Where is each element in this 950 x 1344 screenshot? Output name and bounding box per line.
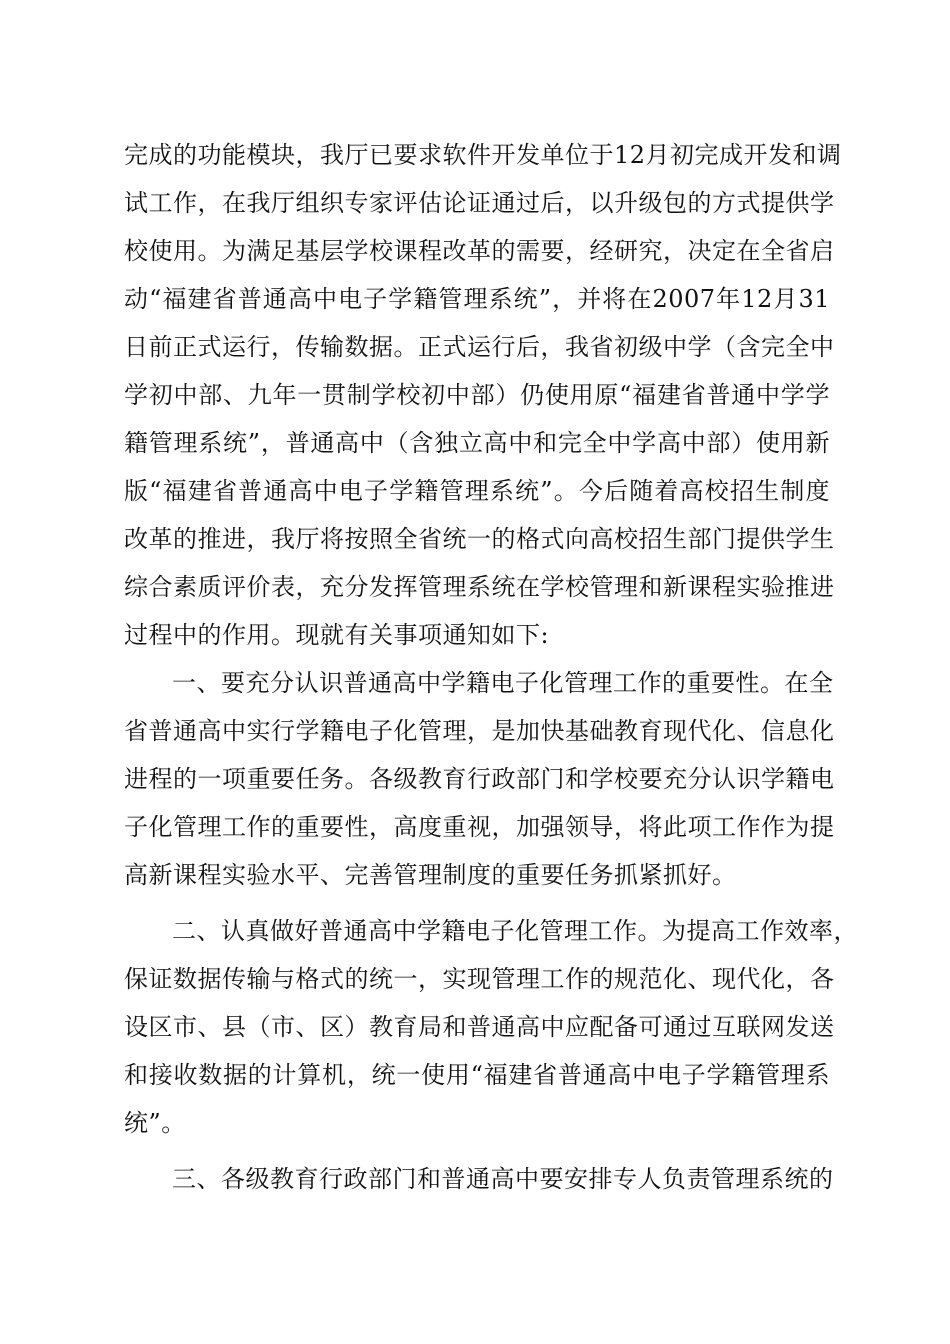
text-line: 版“福建省普通高中电子学籍管理系统”。今后随着高校招生制度 xyxy=(124,477,830,505)
text-line: 综合素质评价表，充分发挥管理系统在学校管理和新课程实验推进 xyxy=(124,573,835,601)
text-line: 保证数据传输与格式的统一，实现管理工作的规范化、现代化，各 xyxy=(124,965,835,993)
paragraph-section-three xyxy=(124,1155,834,1203)
text-line: 高新课程实验水平、完善管理制度的重要任务抓紧抓好。 xyxy=(124,861,737,889)
text-line: 过程中的作用。现就有关事项通知如下: xyxy=(124,621,550,649)
text-line: 统”。 xyxy=(124,1109,186,1137)
paragraph-gap xyxy=(124,1147,830,1155)
text-line: 动“福建省普通高中电子学籍管理系统”，并将在2007年12月31 xyxy=(124,285,830,313)
document-body xyxy=(124,131,858,1203)
text-line: 学初中部、九年一贯制学校初中部）仍使用原“福建省普通中学学 xyxy=(124,381,830,409)
paragraph-intro xyxy=(124,131,842,659)
text-line: 子化管理工作的重要性，高度重视，加强领导，将此项工作作为提 xyxy=(124,813,835,841)
text-line: 三、各级教育行政部门和普通高中要安排专人负责管理系统的 xyxy=(172,1165,834,1193)
text-line: 二、认真做好普通高中学籍电子化管理工作。为提高工作效率， xyxy=(172,917,858,945)
text-line: 设区市、县（市、区）教育局和普通高中应配备可通过互联网发送 xyxy=(124,1013,835,1041)
text-line: 日前正式运行，传输数据。正式运行后，我省初级中学（含完全中 xyxy=(124,333,835,361)
text-line: 进程的一项重要任务。各级教育行政部门和学校要充分认识学籍电 xyxy=(124,765,835,793)
text-line: 完成的功能模块，我厅已要求软件开发单位于12月初完成开发和调 xyxy=(124,141,842,169)
text-line: 和接收数据的计算机，统一使用“福建省普通高中电子学籍管理系 xyxy=(124,1061,830,1089)
paragraph-gap xyxy=(124,899,830,907)
text-line: 校使用。为满足基层学校课程改革的需要，经研究，决定在全省启 xyxy=(124,237,835,265)
text-line: 籍管理系统”，普通高中（含独立高中和完全中学高中部）使用新 xyxy=(124,429,830,457)
text-line: 省普通高中实行学籍电子化管理，是加快基础教育现代化、信息化 xyxy=(124,717,835,745)
text-line: 试工作，在我厅组织专家评估论证通过后，以升级包的方式提供学 xyxy=(124,189,835,217)
text-line: 一、要充分认识普通高中学籍电子化管理工作的重要性。在全 xyxy=(172,669,834,697)
text-line: 改革的推进，我厅将按照全省统一的格式向高校招生部门提供学生 xyxy=(124,525,835,553)
paragraph-section-one xyxy=(124,659,835,899)
paragraph-section-two xyxy=(124,907,858,1147)
